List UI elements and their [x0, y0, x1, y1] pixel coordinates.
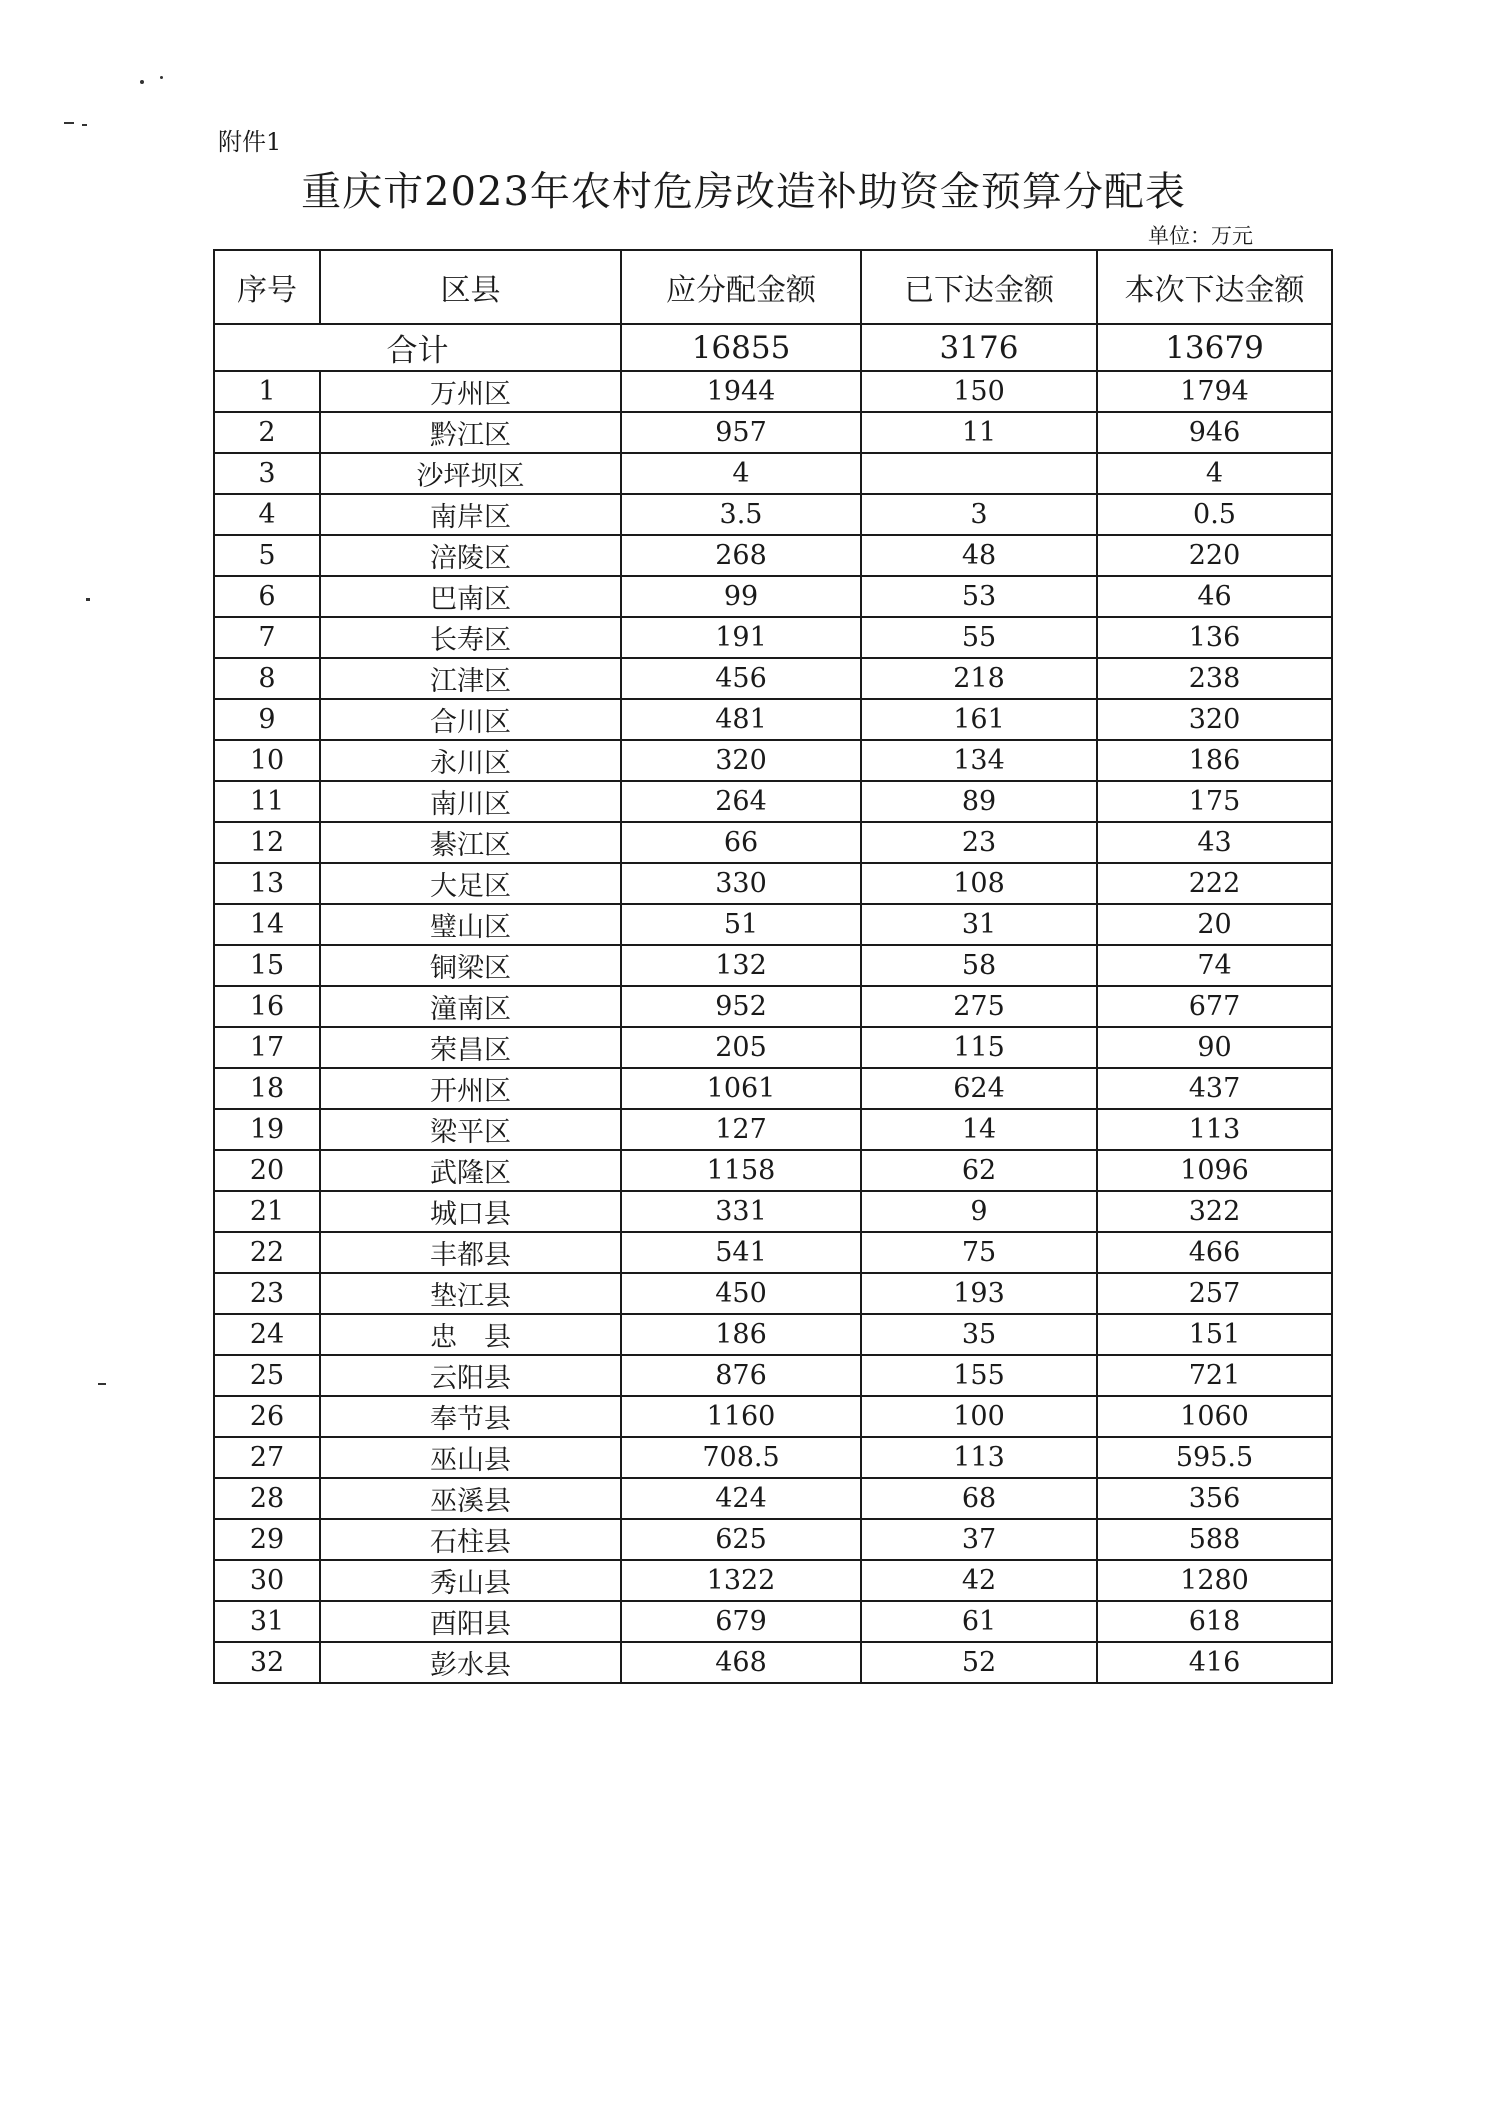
row-current: 322 — [1097, 1191, 1332, 1232]
row-allocated: 1944 — [621, 371, 861, 412]
row-seq: 11 — [214, 781, 320, 822]
row-district: 酉阳县 — [320, 1601, 621, 1642]
row-issued — [861, 453, 1097, 494]
row-issued: 14 — [861, 1109, 1097, 1150]
table-row — [214, 1437, 1332, 1478]
row-allocated: 3.5 — [621, 494, 861, 535]
row-issued: 62 — [861, 1150, 1097, 1191]
row-current: 356 — [1097, 1478, 1332, 1519]
row-district: 巫溪县 — [320, 1478, 621, 1519]
row-district: 巴南区 — [320, 576, 621, 617]
row-seq: 29 — [214, 1519, 320, 1560]
row-issued: 193 — [861, 1273, 1097, 1314]
row-allocated: 66 — [621, 822, 861, 863]
row-issued: 53 — [861, 576, 1097, 617]
row-seq: 13 — [214, 863, 320, 904]
row-allocated: 330 — [621, 863, 861, 904]
table-row — [214, 412, 1332, 453]
row-current: 946 — [1097, 412, 1332, 453]
table-row — [214, 1314, 1332, 1355]
row-current: 1794 — [1097, 371, 1332, 412]
row-issued: 115 — [861, 1027, 1097, 1068]
row-district: 涪陵区 — [320, 535, 621, 576]
row-seq: 28 — [214, 1478, 320, 1519]
row-allocated: 205 — [621, 1027, 861, 1068]
header-seq: 序号 — [214, 250, 320, 324]
row-district: 忠 县 — [320, 1314, 621, 1355]
table-row — [214, 1396, 1332, 1437]
table-row — [214, 576, 1332, 617]
row-issued: 150 — [861, 371, 1097, 412]
total-row — [214, 324, 1332, 371]
header-allocated: 应分配金额 — [621, 250, 861, 324]
row-issued: 61 — [861, 1601, 1097, 1642]
row-issued: 218 — [861, 658, 1097, 699]
table-row — [214, 535, 1332, 576]
row-seq: 9 — [214, 699, 320, 740]
row-allocated: 468 — [621, 1642, 861, 1683]
row-issued: 35 — [861, 1314, 1097, 1355]
table-row — [214, 1560, 1332, 1601]
row-district: 黔江区 — [320, 412, 621, 453]
row-district: 璧山区 — [320, 904, 621, 945]
table-row — [214, 904, 1332, 945]
page-title: 重庆市2023年农村危房改造补助资金预算分配表 — [301, 169, 1186, 215]
row-seq: 19 — [214, 1109, 320, 1150]
row-current: 20 — [1097, 904, 1332, 945]
row-current: 0.5 — [1097, 494, 1332, 535]
attachment-label: 附件1 — [218, 128, 282, 156]
row-district: 奉节县 — [320, 1396, 621, 1437]
row-district: 彭水县 — [320, 1642, 621, 1683]
row-issued: 9 — [861, 1191, 1097, 1232]
row-current: 220 — [1097, 535, 1332, 576]
row-district: 潼南区 — [320, 986, 621, 1027]
row-issued: 37 — [861, 1519, 1097, 1560]
header-district: 区县 — [320, 250, 621, 324]
table-header-row — [214, 250, 1332, 324]
row-seq: 31 — [214, 1601, 320, 1642]
row-seq: 32 — [214, 1642, 320, 1683]
total-current: 13679 — [1097, 324, 1332, 371]
row-allocated: 679 — [621, 1601, 861, 1642]
table-row — [214, 1150, 1332, 1191]
table-row — [214, 863, 1332, 904]
row-allocated: 481 — [621, 699, 861, 740]
total-label: 合计 — [214, 324, 621, 371]
row-issued: 42 — [861, 1560, 1097, 1601]
table-row — [214, 822, 1332, 863]
table-row — [214, 1109, 1332, 1150]
row-seq: 8 — [214, 658, 320, 699]
row-district: 梁平区 — [320, 1109, 621, 1150]
row-seq: 26 — [214, 1396, 320, 1437]
row-current: 466 — [1097, 1232, 1332, 1273]
total-allocated: 16855 — [621, 324, 861, 371]
header-current: 本次下达金额 — [1097, 250, 1332, 324]
row-seq: 22 — [214, 1232, 320, 1273]
row-allocated: 320 — [621, 740, 861, 781]
row-seq: 24 — [214, 1314, 320, 1355]
row-allocated: 186 — [621, 1314, 861, 1355]
row-allocated: 127 — [621, 1109, 861, 1150]
row-district: 武隆区 — [320, 1150, 621, 1191]
row-allocated: 4 — [621, 453, 861, 494]
table-row — [214, 1068, 1332, 1109]
row-issued: 55 — [861, 617, 1097, 658]
row-current: 1060 — [1097, 1396, 1332, 1437]
row-district: 荣昌区 — [320, 1027, 621, 1068]
row-seq: 4 — [214, 494, 320, 535]
row-seq: 14 — [214, 904, 320, 945]
row-district: 开州区 — [320, 1068, 621, 1109]
row-current: 677 — [1097, 986, 1332, 1027]
table-row — [214, 494, 1332, 535]
row-current: 186 — [1097, 740, 1332, 781]
row-district: 永川区 — [320, 740, 621, 781]
row-current: 437 — [1097, 1068, 1332, 1109]
row-seq: 20 — [214, 1150, 320, 1191]
row-current: 43 — [1097, 822, 1332, 863]
row-allocated: 191 — [621, 617, 861, 658]
row-issued: 58 — [861, 945, 1097, 986]
table-row — [214, 781, 1332, 822]
row-current: 1280 — [1097, 1560, 1332, 1601]
row-seq: 10 — [214, 740, 320, 781]
table-row — [214, 453, 1332, 494]
table-row — [214, 658, 1332, 699]
row-allocated: 1322 — [621, 1560, 861, 1601]
row-current: 113 — [1097, 1109, 1332, 1150]
table-row — [214, 1601, 1332, 1642]
row-district: 垫江县 — [320, 1273, 621, 1314]
row-allocated: 132 — [621, 945, 861, 986]
table-row — [214, 1027, 1332, 1068]
row-allocated: 1158 — [621, 1150, 861, 1191]
total-issued: 3176 — [861, 324, 1097, 371]
row-allocated: 541 — [621, 1232, 861, 1273]
row-current: 618 — [1097, 1601, 1332, 1642]
row-district: 南岸区 — [320, 494, 621, 535]
row-current: 46 — [1097, 576, 1332, 617]
row-issued: 3 — [861, 494, 1097, 535]
row-district: 沙坪坝区 — [320, 453, 621, 494]
row-seq: 18 — [214, 1068, 320, 1109]
row-allocated: 450 — [621, 1273, 861, 1314]
row-issued: 75 — [861, 1232, 1097, 1273]
row-current: 320 — [1097, 699, 1332, 740]
row-allocated: 51 — [621, 904, 861, 945]
row-issued: 108 — [861, 863, 1097, 904]
header-issued: 已下达金额 — [861, 250, 1097, 324]
row-current: 136 — [1097, 617, 1332, 658]
row-issued: 275 — [861, 986, 1097, 1027]
row-district: 合川区 — [320, 699, 621, 740]
row-seq: 6 — [214, 576, 320, 617]
row-current: 238 — [1097, 658, 1332, 699]
row-current: 74 — [1097, 945, 1332, 986]
row-issued: 134 — [861, 740, 1097, 781]
row-seq: 23 — [214, 1273, 320, 1314]
table-row — [214, 1232, 1332, 1273]
row-district: 石柱县 — [320, 1519, 621, 1560]
row-issued: 68 — [861, 1478, 1097, 1519]
row-seq: 17 — [214, 1027, 320, 1068]
row-issued: 23 — [861, 822, 1097, 863]
row-issued: 624 — [861, 1068, 1097, 1109]
row-seq: 2 — [214, 412, 320, 453]
row-current: 416 — [1097, 1642, 1332, 1683]
table-row — [214, 740, 1332, 781]
row-district: 大足区 — [320, 863, 621, 904]
row-district: 长寿区 — [320, 617, 621, 658]
row-current: 1096 — [1097, 1150, 1332, 1191]
unit-label: 单位：万元 — [1148, 224, 1253, 248]
row-district: 万州区 — [320, 371, 621, 412]
row-district: 云阳县 — [320, 1355, 621, 1396]
row-current: 721 — [1097, 1355, 1332, 1396]
row-district: 铜梁区 — [320, 945, 621, 986]
row-allocated: 99 — [621, 576, 861, 617]
row-seq: 5 — [214, 535, 320, 576]
row-allocated: 264 — [621, 781, 861, 822]
row-allocated: 1061 — [621, 1068, 861, 1109]
row-seq: 16 — [214, 986, 320, 1027]
row-current: 4 — [1097, 453, 1332, 494]
row-allocated: 456 — [621, 658, 861, 699]
table-row — [214, 1519, 1332, 1560]
row-current: 175 — [1097, 781, 1332, 822]
row-current: 151 — [1097, 1314, 1332, 1355]
row-issued: 48 — [861, 535, 1097, 576]
row-seq: 25 — [214, 1355, 320, 1396]
row-issued: 155 — [861, 1355, 1097, 1396]
row-current: 257 — [1097, 1273, 1332, 1314]
row-seq: 21 — [214, 1191, 320, 1232]
table-row — [214, 1478, 1332, 1519]
row-issued: 89 — [861, 781, 1097, 822]
row-district: 江津区 — [320, 658, 621, 699]
row-seq: 1 — [214, 371, 320, 412]
row-district: 巫山县 — [320, 1437, 621, 1478]
row-allocated: 1160 — [621, 1396, 861, 1437]
row-seq: 7 — [214, 617, 320, 658]
table-row — [214, 1355, 1332, 1396]
table-row — [214, 1191, 1332, 1232]
row-district: 南川区 — [320, 781, 621, 822]
table-row — [214, 699, 1332, 740]
row-seq: 3 — [214, 453, 320, 494]
row-allocated: 952 — [621, 986, 861, 1027]
table-row — [214, 1273, 1332, 1314]
row-district: 丰都县 — [320, 1232, 621, 1273]
row-district: 綦江区 — [320, 822, 621, 863]
table-row — [214, 986, 1332, 1027]
row-current: 595.5 — [1097, 1437, 1332, 1478]
row-current: 90 — [1097, 1027, 1332, 1068]
row-seq: 12 — [214, 822, 320, 863]
row-issued: 100 — [861, 1396, 1097, 1437]
budget-table — [213, 249, 1333, 1684]
row-current: 588 — [1097, 1519, 1332, 1560]
row-issued: 11 — [861, 412, 1097, 453]
row-allocated: 876 — [621, 1355, 861, 1396]
row-current: 222 — [1097, 863, 1332, 904]
row-issued: 52 — [861, 1642, 1097, 1683]
table-row — [214, 617, 1332, 658]
row-issued: 113 — [861, 1437, 1097, 1478]
table-row — [214, 1642, 1332, 1683]
row-issued: 161 — [861, 699, 1097, 740]
table-row — [214, 945, 1332, 986]
row-seq: 15 — [214, 945, 320, 986]
row-allocated: 625 — [621, 1519, 861, 1560]
row-allocated: 424 — [621, 1478, 861, 1519]
row-allocated: 708.5 — [621, 1437, 861, 1478]
table-row — [214, 371, 1332, 412]
row-issued: 31 — [861, 904, 1097, 945]
row-seq: 30 — [214, 1560, 320, 1601]
row-seq: 27 — [214, 1437, 320, 1478]
row-district: 城口县 — [320, 1191, 621, 1232]
row-allocated: 957 — [621, 412, 861, 453]
row-allocated: 268 — [621, 535, 861, 576]
row-allocated: 331 — [621, 1191, 861, 1232]
row-district: 秀山县 — [320, 1560, 621, 1601]
